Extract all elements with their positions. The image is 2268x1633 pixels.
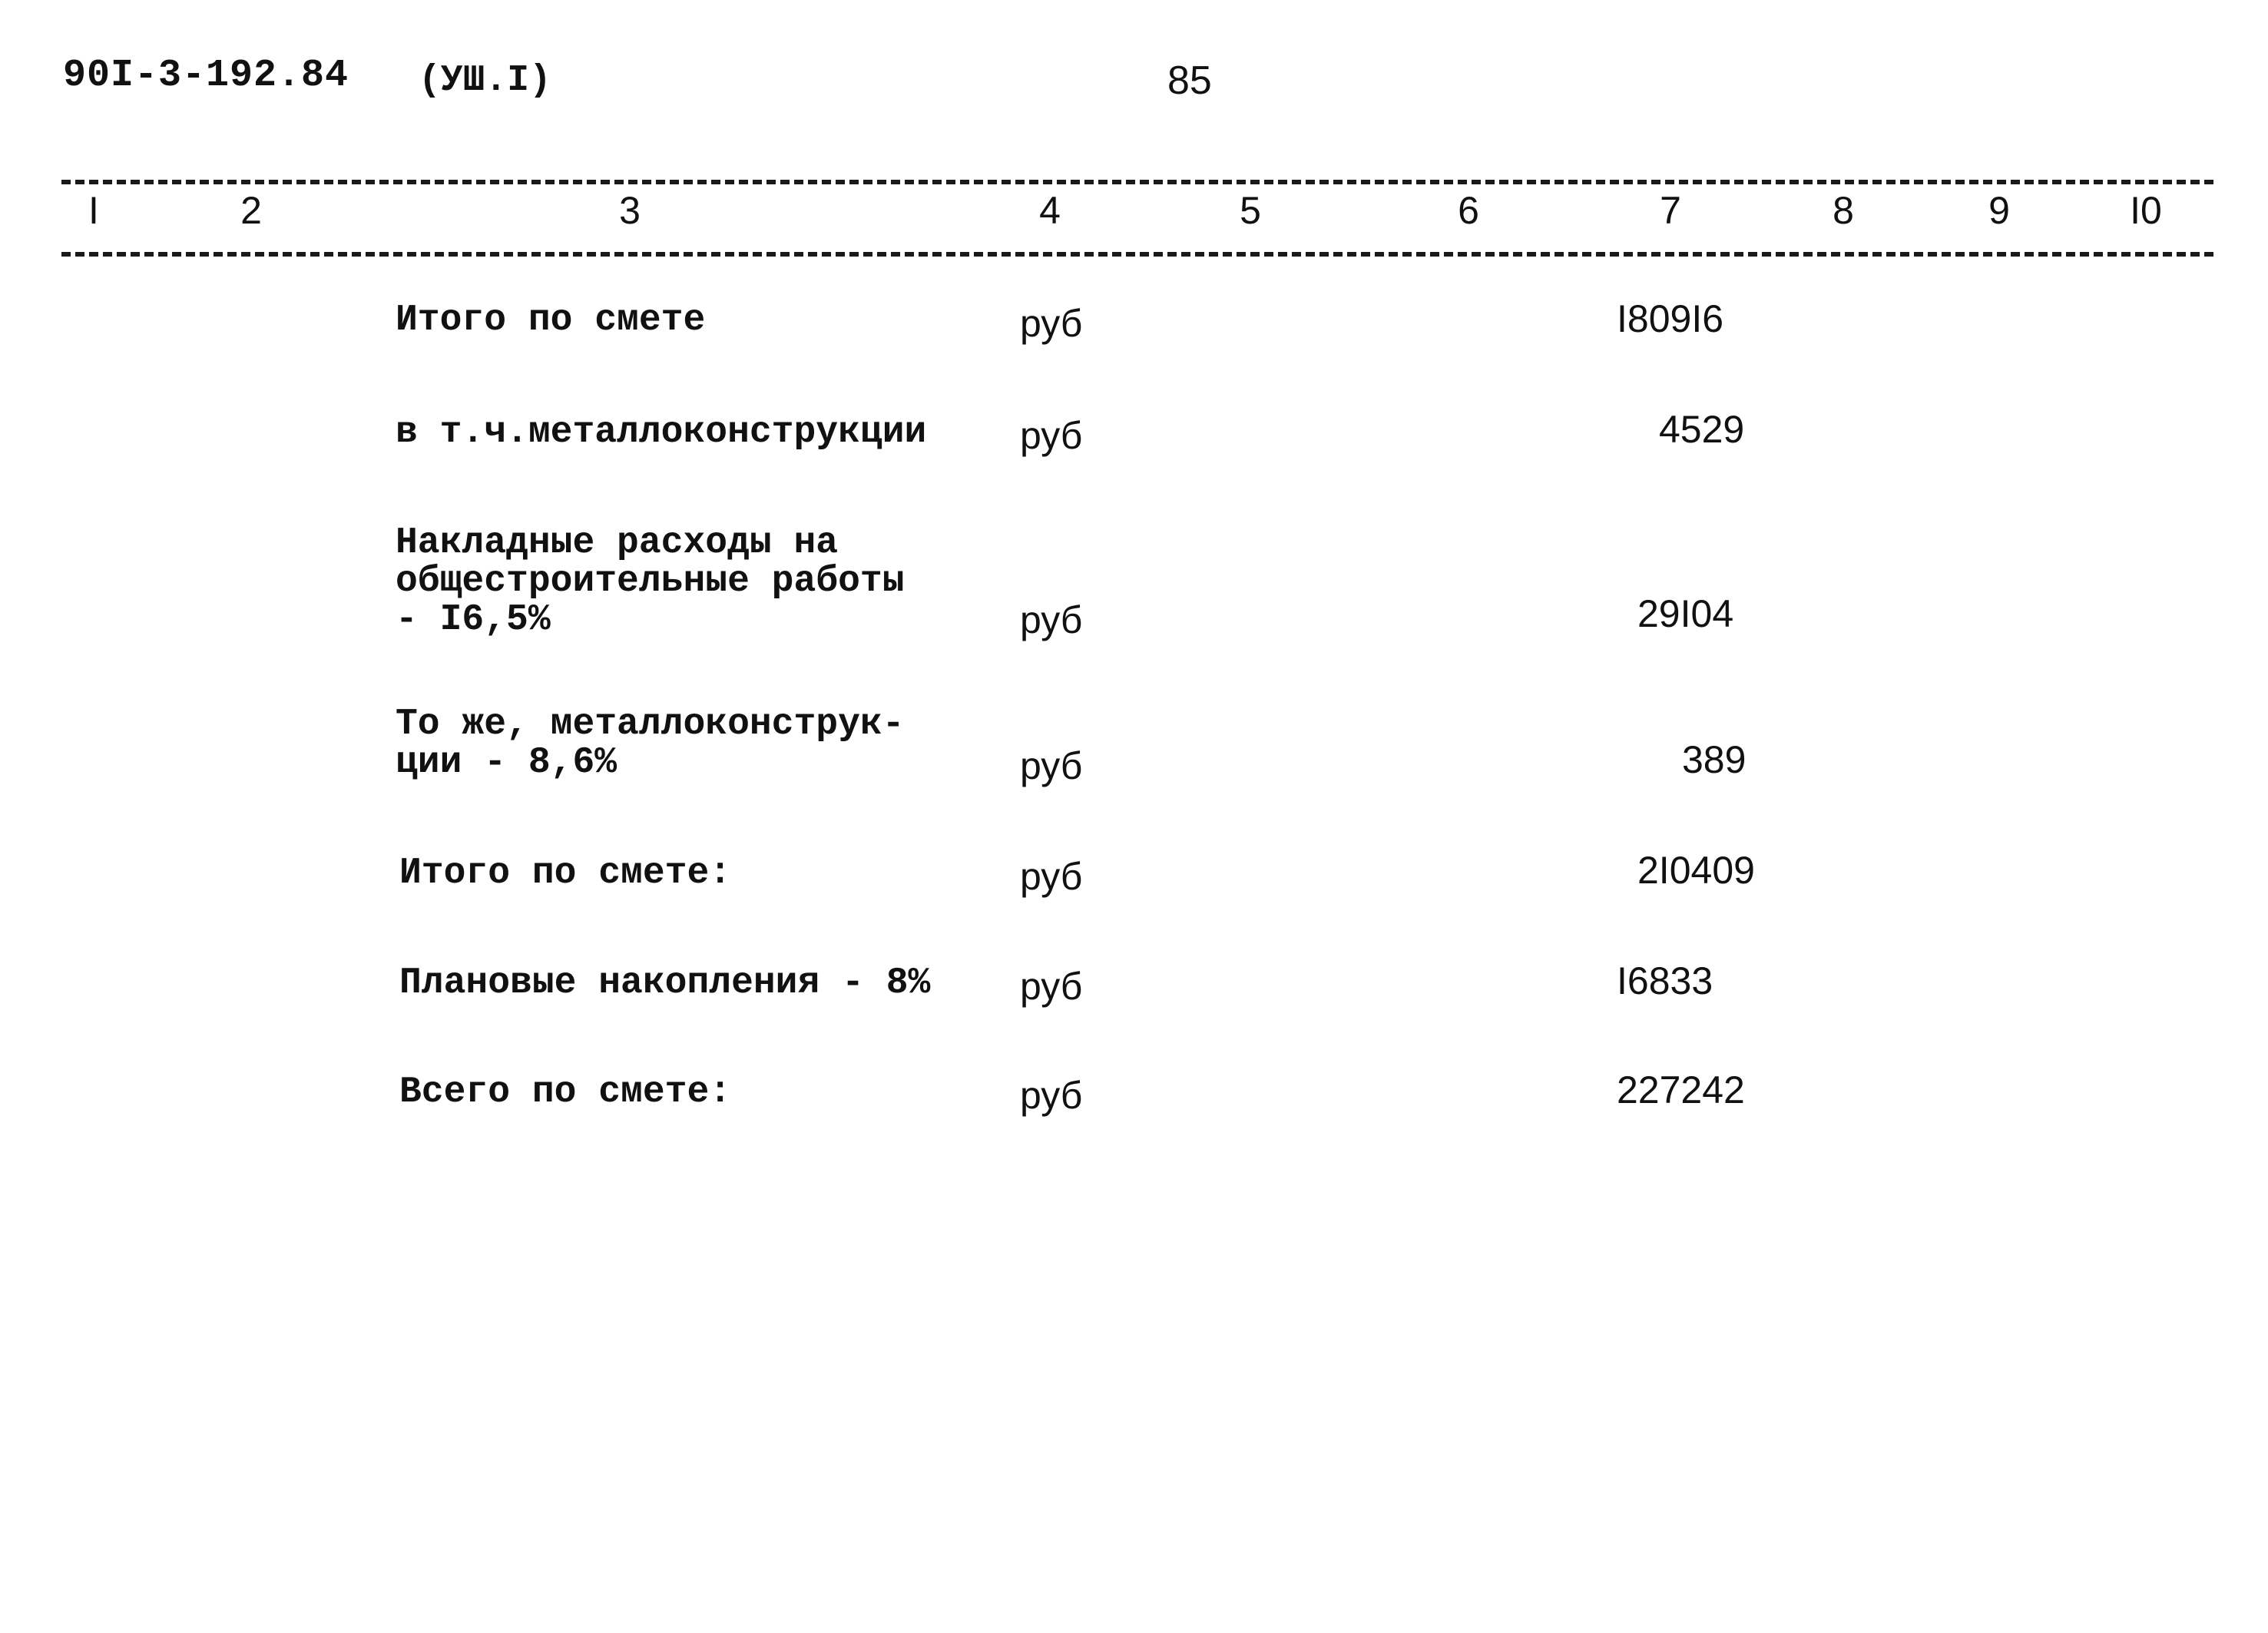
- table-header-top-rule: [61, 180, 2213, 184]
- row-label: Итого по смете: [396, 300, 706, 341]
- column-number-3: 3: [619, 189, 641, 232]
- row-unit: руб: [1020, 1074, 1083, 1117]
- row-label: То же, металлоконструк- ции - 8,6%: [396, 704, 905, 783]
- column-number-5: 5: [1240, 189, 1261, 232]
- row-unit: руб: [1020, 855, 1083, 898]
- table-header-bottom-rule: [61, 252, 2213, 257]
- row-label: Плановые накопления - 8%: [399, 962, 931, 1004]
- row-label: Всего по смете:: [399, 1072, 732, 1113]
- row-value: 29I04: [1637, 592, 1734, 635]
- row-value: 227242: [1617, 1068, 1745, 1111]
- column-number-10: I0: [2130, 189, 2162, 232]
- row-label: Итого по смете:: [399, 853, 732, 894]
- row-unit: руб: [1020, 598, 1083, 641]
- row-unit: руб: [1020, 965, 1083, 1008]
- row-value: 389: [1682, 738, 1747, 781]
- column-number-9: 9: [1988, 189, 2010, 232]
- document-code: 90I-3-192.84: [63, 54, 349, 98]
- row-value: 2I0409: [1637, 849, 1755, 892]
- sheet-reference: (УШ.I): [419, 60, 551, 101]
- column-number-2: 2: [240, 189, 262, 232]
- page-number: 85: [1167, 58, 1212, 103]
- row-label: в т.ч.металлоконструкции: [396, 412, 927, 453]
- column-number-8: 8: [1833, 189, 1854, 232]
- row-label: Накладные расходы на общестроительные работы - I6,5%: [396, 522, 905, 641]
- row-value: 4529: [1659, 408, 1745, 451]
- row-value: I809I6: [1617, 297, 1724, 340]
- row-value: I6833: [1617, 959, 1713, 1002]
- row-unit: руб: [1020, 744, 1083, 787]
- column-number-4: 4: [1039, 189, 1061, 232]
- row-unit: руб: [1020, 414, 1083, 457]
- row-unit: руб: [1020, 302, 1083, 345]
- column-number-6: 6: [1458, 189, 1479, 232]
- column-number-1: I: [88, 189, 99, 232]
- column-number-7: 7: [1660, 189, 1681, 232]
